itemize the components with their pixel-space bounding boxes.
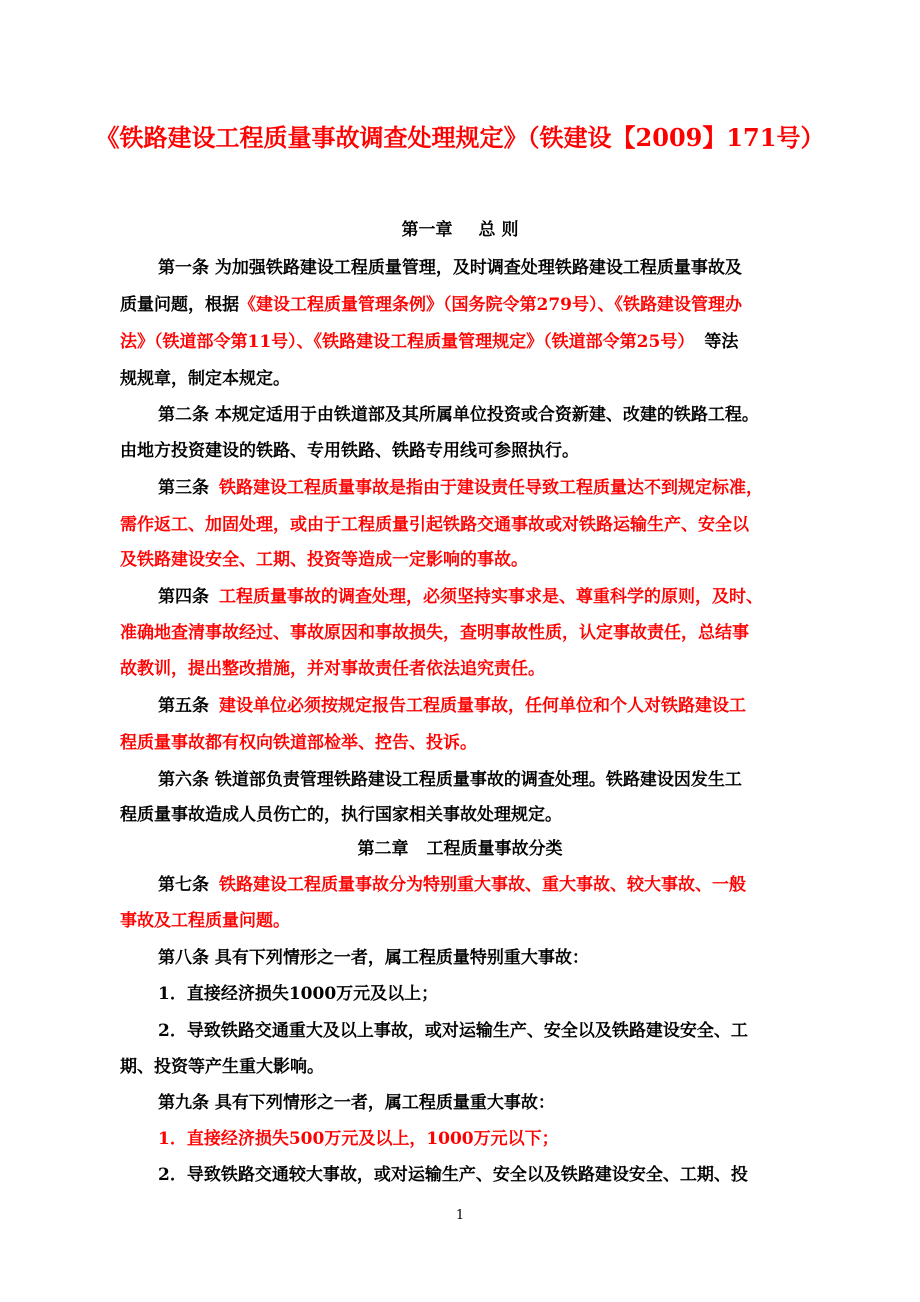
article-5-number: 第五条 — [158, 696, 209, 716]
article-3-line-3: 及铁路建设安全、工期、投资等造成一定影响的事故。 — [120, 550, 528, 570]
article-9-item-1: 1．直接经济损失500万元及以上，1000万元以下； — [158, 1129, 559, 1149]
article-3-number: 第三条 — [158, 478, 209, 498]
article-1-citation-cont: 法》（铁道部令第11号）、《铁路建设工程质量管理规定》（铁道部令第25号） — [120, 332, 695, 352]
page-number: 1 — [455, 1208, 465, 1223]
article-7-line-1 — [158, 870, 746, 895]
article-9-line-1: 第九条 具有下列情形之一者，属工程质量重大事故： — [158, 1093, 555, 1113]
chapter-2-label: 第二章 — [357, 839, 409, 859]
article-3-line-2: 需作返工、加固处理，或由于工程质量引起铁路交通事故或对铁路运输生产、安全以 — [120, 515, 749, 535]
article-9-item-2: 2．导致铁路交通较大事故，或对运输生产、安全以及铁路建设安全、工期、投 — [158, 1165, 748, 1185]
article-2-line-1: 第二条 本规定适用于由铁道部及其所属单位投资或合资新建、改建的铁路工程。 — [158, 405, 759, 425]
article-1-citation: 《建设工程质量管理条例》（国务院令第279号）、《铁路建设管理办 — [239, 295, 742, 315]
chapter-2-heading — [0, 834, 920, 859]
article-1-line-3 — [120, 327, 738, 352]
chapter-1-heading — [0, 215, 920, 240]
article-7-text: 铁路建设工程质量事故分为特别重大事故、重大事故、较大事故、一般 — [219, 875, 746, 895]
article-5-line-1 — [158, 691, 746, 716]
article-6-line-2: 程质量事故造成人员伤亡的，执行国家相关事故处理规定。 — [120, 805, 562, 825]
article-8-item-2: 2．导致铁路交通重大及以上事故，或对运输生产、安全以及铁路建设安全、工 — [158, 1021, 748, 1041]
article-3-line-1 — [158, 473, 763, 498]
article-4-number: 第四条 — [158, 587, 209, 607]
chapter-2-title: 工程质量事故分类 — [426, 839, 563, 859]
article-4-text: 工程质量事故的调查处理，必须坚持实事求是、尊重科学的原则，及时、 — [219, 587, 763, 607]
article-1-line-1: 第一条 为加强铁路建设工程质量管理，及时调查处理铁路建设工程质量事故及 — [158, 258, 742, 278]
article-8-line-1: 第八条 具有下列情形之一者，属工程质量特别重大事故： — [158, 948, 589, 968]
article-4-line-2: 准确地查清事故经过、事故原因和事故损失，查明事故性质，认定事故责任，总结事 — [120, 623, 749, 643]
article-5-text: 建设单位必须按规定报告工程质量事故，任何单位和个人对铁路建设工 — [219, 696, 746, 716]
document-title: 《铁路建设工程质量事故调查处理规定》（铁建设【2009】171号） — [95, 123, 825, 152]
article-7-line-2: 事故及工程质量问题。 — [120, 911, 290, 931]
article-1-line-2 — [120, 290, 742, 315]
article-7-number: 第七条 — [158, 875, 209, 895]
article-6-line-1: 第六条 铁道部负责管理铁路建设工程质量事故的调查处理。铁路建设因发生工 — [158, 770, 742, 790]
article-3-text: 铁路建设工程质量事故是指由于建设责任导致工程质量达不到规定标准， — [219, 478, 763, 498]
article-8-item-2-cont: 期、投资等产生重大影响。 — [120, 1057, 324, 1077]
article-5-line-2: 程质量事故都有权向铁道部检举、控告、投诉。 — [120, 733, 477, 753]
article-2-line-2: 由地方投资建设的铁路、专用铁路、铁路专用线可参照执行。 — [120, 441, 579, 461]
chapter-1-title: 总 则 — [478, 220, 519, 240]
article-1-line-4: 规规章，制定本规定。 — [120, 369, 290, 389]
article-4-line-3: 故教训，提出整改措施，并对事故责任者依法追究责任。 — [120, 659, 545, 679]
article-1-text: 质量问题，根据 — [120, 295, 239, 315]
article-1-text-cont: 等法 — [704, 332, 739, 352]
article-8-item-1: 1．直接经济损失1000万元及以上； — [158, 984, 439, 1004]
article-4-line-1 — [158, 582, 763, 607]
chapter-1-label: 第一章 — [401, 220, 453, 240]
